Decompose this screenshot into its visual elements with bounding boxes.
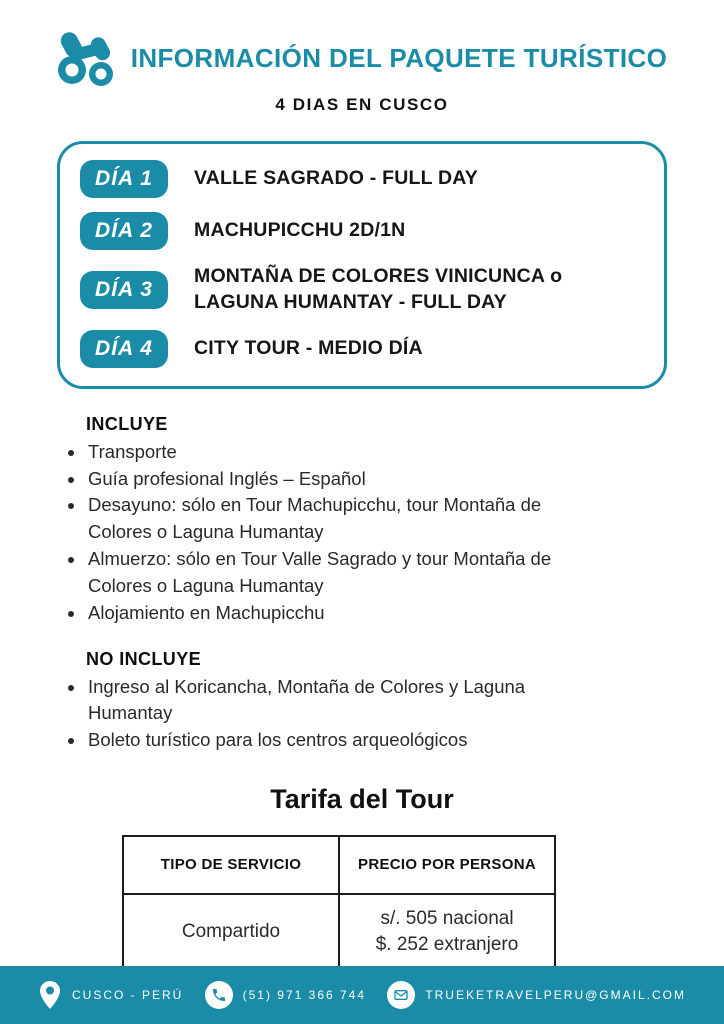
table-header-row — [123, 836, 555, 894]
location-pin-icon — [38, 980, 62, 1010]
price-foreign: $. 252 extranjero — [375, 933, 519, 955]
day-3-badge: DÍA 3 — [80, 271, 168, 309]
footer-bar — [0, 966, 724, 1024]
price-cell — [339, 894, 555, 970]
day-1-badge: DÍA 1 — [80, 160, 168, 198]
not-includes-list — [0, 674, 606, 754]
includes-heading: INCLUYE — [86, 413, 168, 434]
day-4-title: CITY TOUR - MEDIO DÍA — [194, 336, 423, 359]
table-row — [123, 894, 555, 970]
day-3-title-line-2: LAGUNA HUMANTAY - FULL DAY — [194, 290, 507, 313]
day-3-title — [194, 264, 562, 316]
list-item: • Desayuno: sólo en Tour Machupicchu, tour Montaña de Colores o Laguna Humantay — [86, 492, 606, 546]
day-row-1 — [80, 160, 646, 198]
includes-list — [0, 439, 606, 627]
envelope-icon — [387, 981, 415, 1009]
footer-phone — [205, 981, 366, 1009]
day-3-title-line-1: MONTAÑA DE COLORES VINICUNCA o — [194, 265, 563, 287]
day-row-3 — [80, 264, 646, 316]
page-subtitle: 4 DIAS EN CUSCO — [275, 95, 449, 114]
day-row-4 — [80, 330, 646, 368]
email-text: TRUEKETRAVELPERU@GMAIL.COM — [425, 988, 686, 1002]
itinerary-box — [57, 141, 667, 389]
phone-text: (51) 971 366 744 — [242, 988, 367, 1002]
footer-email — [387, 981, 686, 1009]
day-row-2 — [80, 212, 646, 250]
pricing-title: Tarifa del Tour — [270, 783, 454, 814]
phone-icon — [205, 981, 233, 1009]
footer-location — [38, 980, 183, 1010]
day-1-title: VALLE SAGRADO - FULL DAY — [194, 167, 478, 190]
list-item: • Almuerzo: sólo en Tour Valle Sagrado y tour Montaña de Colores o Laguna Humantay — [86, 546, 606, 600]
binoculars-icon — [57, 30, 121, 86]
day-2-title: MACHUPICCHU 2D/1N — [194, 219, 406, 242]
list-item: • Guía profesional Inglés – Español — [86, 466, 606, 493]
list-item: • Boleto turístico para los centros arqueológicos — [86, 727, 606, 754]
price-national: s/. 505 nacional — [380, 908, 514, 930]
location-text: CUSCO - PERÚ — [72, 988, 184, 1002]
page-title: INFORMACIÓN DEL PAQUETE TURÍSTICO — [130, 42, 668, 73]
not-includes-heading: NO INCLUYE — [86, 648, 202, 669]
list-item: • Ingreso al Koricancha, Montaña de Colores y Laguna Humantay — [86, 674, 606, 728]
pricing-table — [122, 835, 556, 971]
list-item: • Transporte — [86, 439, 606, 466]
column-header-price: PRECIO POR PERSONA — [339, 836, 555, 894]
service-type-cell: Compartido — [123, 894, 339, 970]
list-item: • Alojamiento en Machupicchu — [86, 600, 606, 627]
day-4-badge: DÍA 4 — [80, 330, 168, 368]
column-header-service: TIPO DE SERVICIO — [123, 836, 339, 894]
header — [0, 0, 724, 86]
day-2-badge: DÍA 2 — [80, 212, 168, 250]
